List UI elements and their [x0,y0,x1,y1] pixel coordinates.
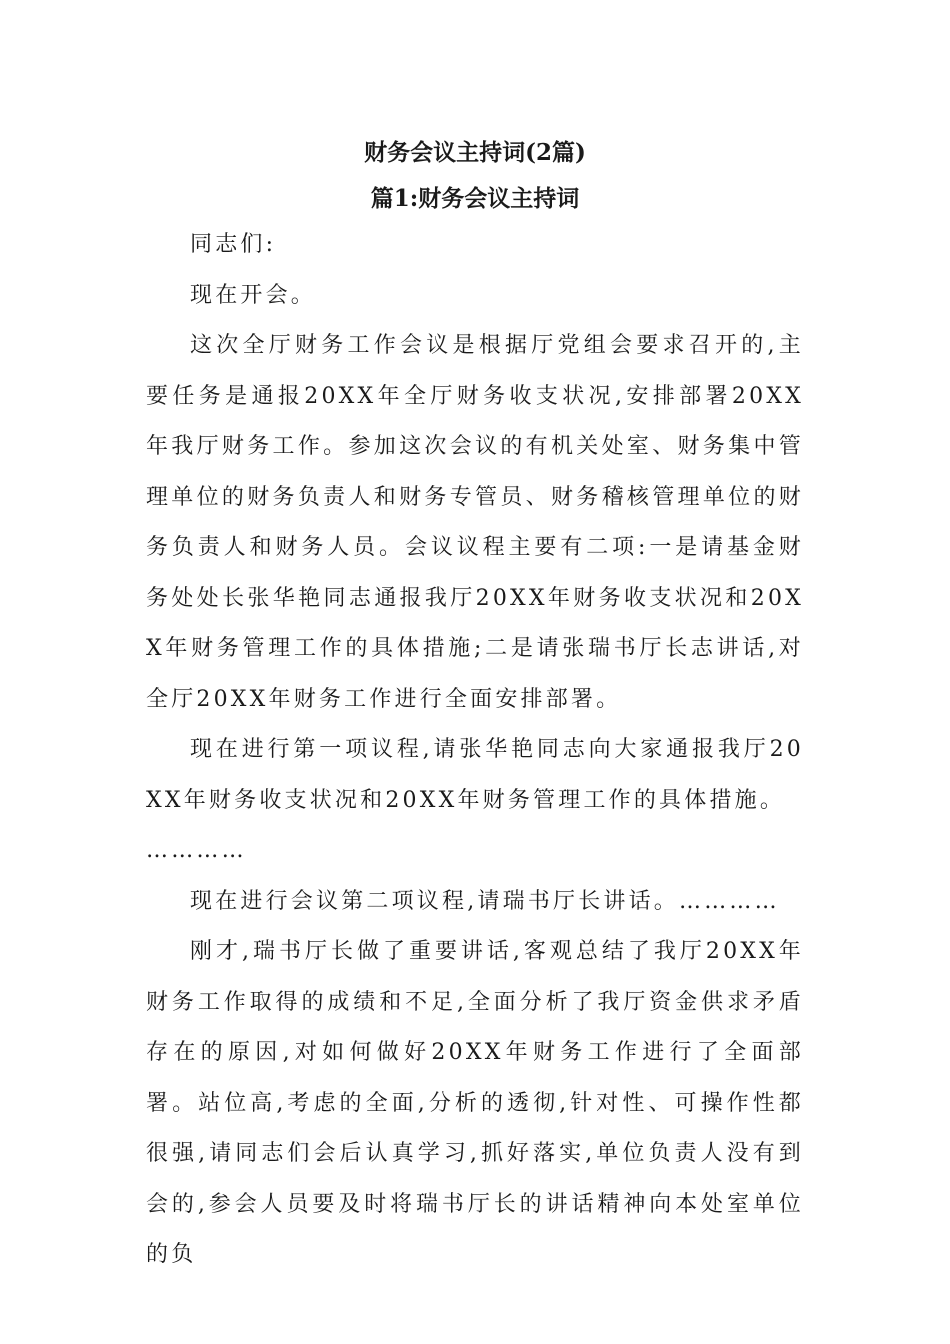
paragraph-agenda: 这次全厅财务工作会议是根据厅党组会要求召开的,主要任务是通报20XX年全厅财务收支状况,安排部署20XX年我厅财务工作。参加这次会议的有机关处室、财务集中管理单位的财务负责人和财务专管员、财务稽核管理单位的财务负责人和财务人员。会议议程主要有二项:一是请基金财务处处长张华艳同志通报我厅20XX年财务收支状况和20XX年财务管理工作的具体措施;二是请张瑞书厅长志讲话,对全厅20XX年财务工作进行全面安排部署。 [146,333,804,712]
paragraph-opening: 现在开会。 [190,282,317,308]
paragraph-greeting: 同志们: [190,232,277,257]
paragraph-summary: 刚才,瑞书厅长做了重要讲话,客观总结了我厅20XX年财务工作取得的成绩和不足,全面分析了我厅资金供求矛盾存在的原因,对如何做好20XX年财务工作进行了全面部署。站位高,考虑的全面,分析的透彻,针对性、可操作性都很强,请同志们会后认真学习,抓好落实,单位负责人没有到会的,参会人员要及时将瑞书厅长的讲话精神向本处室单位的负 [146,939,804,1267]
paragraph-second-item: 现在进行会议第二项议程,请瑞书厅长讲话。………… [190,888,780,914]
document-body [146,220,804,1281]
paragraph-first-item: 现在进行第一项议程,请张华艳同志向大家通报我厅20XX年财务收支状况和20XX年财务管理工作的具体措施。 [146,737,804,813]
paragraph-ellipsis: ………… [146,838,247,863]
document-subtitle: 篇1:财务会议主持词 [370,185,580,212]
document-title: 财务会议主持词(2篇) [364,139,586,166]
